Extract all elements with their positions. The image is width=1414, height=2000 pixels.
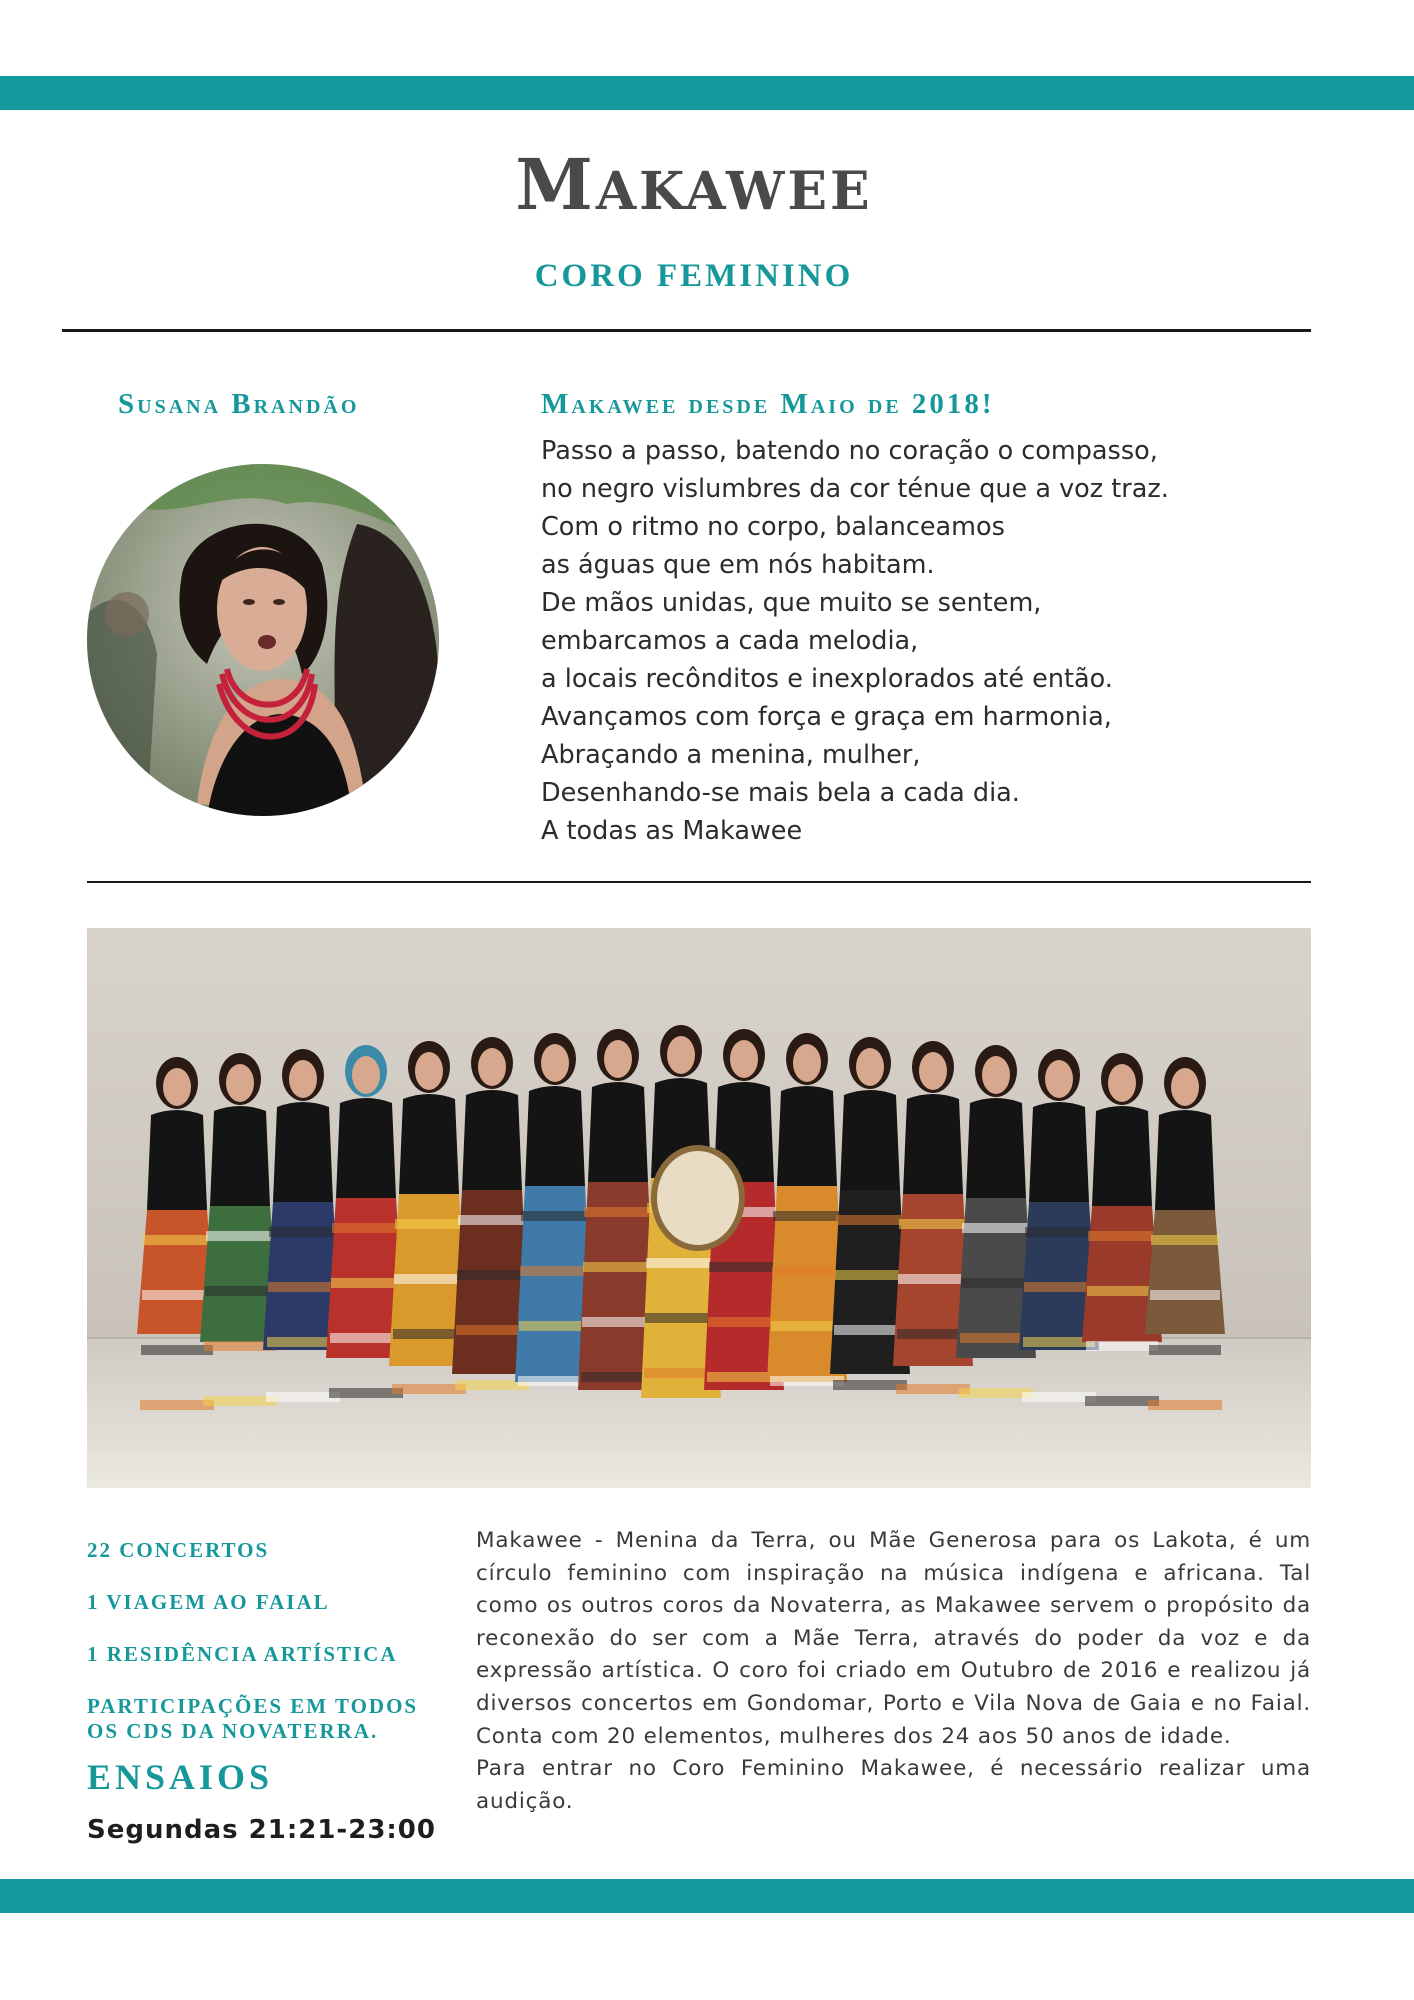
- description-paragraph: Makawee - Menina da Terra, ou Mãe Generosa para os Lakota, é um círculo feminino com inspiração na música indígena e africana. Tal como os outros coros da Novaterra, as Makawee servem o propósito da reconexão do ser com a Mãe Terra, através do poder da voz e da expressão artística. O coro foi criado em Outubro de 2016 e realizou já diversos concertos em Gondomar, Porto e Vila Nova de Gaia e no Faial. Conta com 20 elementos, mulheres dos 24 aos 50 anos de idade.: [476, 1528, 1311, 1749]
- poem-lines: [541, 432, 1169, 850]
- header-divider: [62, 329, 1311, 332]
- poem-line: Avançamos com força e graça em harmonia,: [541, 702, 1112, 732]
- rehearsals-heading: ENSAIOS: [87, 1757, 274, 1797]
- page-subtitle: CORO FEMININO: [534, 258, 854, 294]
- poem-line: a locais recônditos e inexplorados até então.: [541, 664, 1113, 694]
- portrait-image: [87, 464, 439, 816]
- description-paragraph: Para entrar no Coro Feminino Makawee, é necessário realizar uma audição.: [476, 1756, 1311, 1814]
- page-title: [0, 143, 1388, 226]
- stat-cds: PARTICIPAÇÕES EM TODOS OS CDS DA NOVATERRA.: [87, 1694, 419, 1743]
- frame-drum: [654, 1148, 742, 1248]
- choir-description: [476, 1525, 1311, 1818]
- page-title-rest: AKAWEE: [595, 161, 873, 222]
- stat-residency: 1 RESIDÊNCIA ARTÍSTICA: [87, 1642, 398, 1666]
- section-divider: [87, 881, 1311, 883]
- poem-line: Com o ritmo no corpo, balanceamos: [541, 512, 1005, 542]
- stat-trip: 1 VIAGEM AO FAIAL: [87, 1590, 330, 1614]
- top-accent-bar: [0, 76, 1414, 110]
- poem-line: Passo a passo, batendo no coração o compasso,: [541, 436, 1158, 466]
- rehearsals-schedule: Segundas 21:21-23:00: [87, 1815, 436, 1845]
- author-portrait: [87, 464, 439, 816]
- poem-line: embarcamos a cada melodia,: [541, 626, 919, 656]
- poem-line: as águas que em nós habitam.: [541, 550, 935, 580]
- poem-title: Makawee desde Maio de 2018!: [541, 388, 995, 420]
- poem-line: no negro vislumbres da cor ténue que a voz traz.: [541, 474, 1169, 504]
- choir-photo-image: [87, 928, 1311, 1488]
- poem-line: Abraçando a menina, mulher,: [541, 740, 921, 770]
- author-name: Susana Brandão: [118, 388, 360, 420]
- poem-line: De mãos unidas, que muito se sentem,: [541, 588, 1042, 618]
- stat-concerts: 22 CONCERTOS: [87, 1538, 270, 1562]
- bottom-accent-bar: [0, 1879, 1414, 1913]
- choir-group-photo: [87, 928, 1311, 1488]
- achievements-list: [87, 1538, 447, 1744]
- poem-line: Desenhando-se mais bela a cada dia.: [541, 778, 1020, 808]
- page-title-initial: M: [515, 143, 596, 226]
- poem-line: A todas as Makawee: [541, 816, 803, 846]
